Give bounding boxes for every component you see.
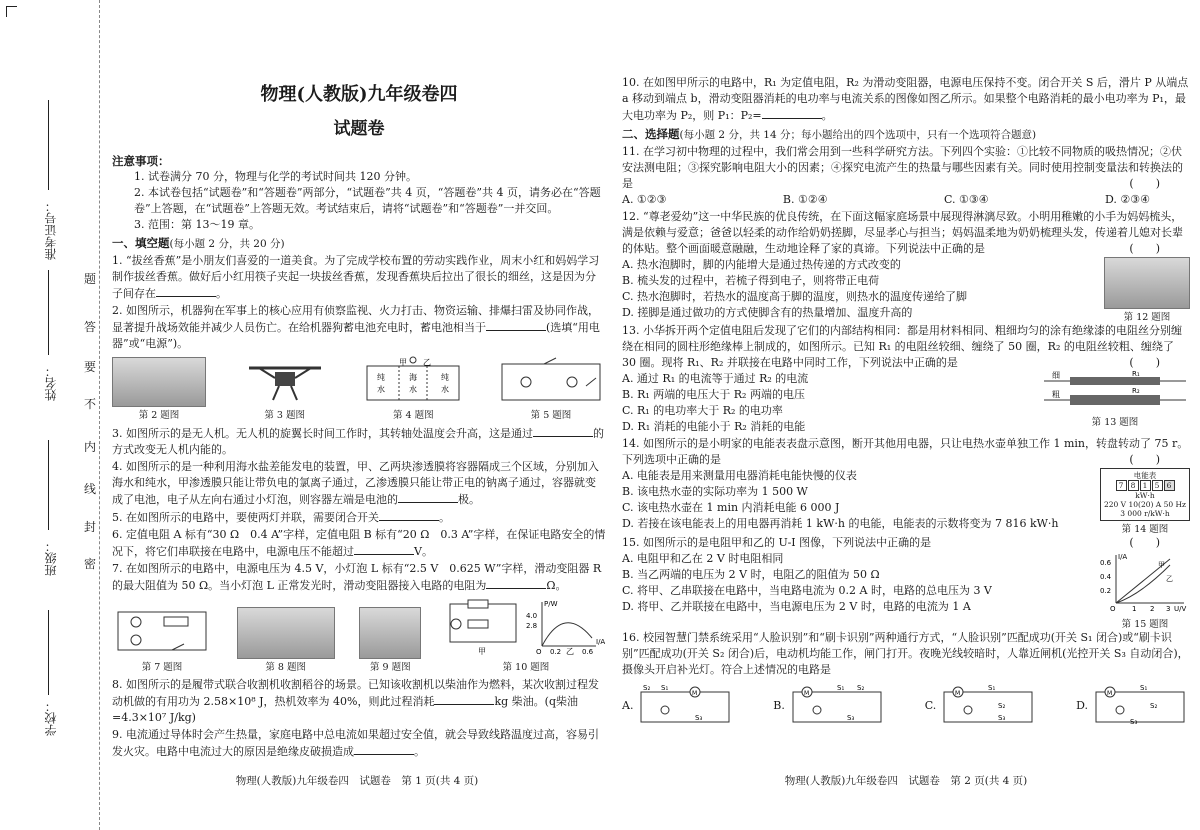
robot-dog-photo xyxy=(112,357,206,407)
option[interactable]: B. 当乙两端的电压为 2 V 时，电阻乙的阻值为 50 Ω xyxy=(622,568,880,581)
svg-text:水: 水 xyxy=(409,385,418,394)
question-15: 15. 如图所示的是电阻甲和乙的 U-I 图像，下列说法中正确的是 ( ) xyxy=(622,536,1160,549)
option[interactable]: A. 通过 R₁ 的电流等于通过 R₂ 的电流 xyxy=(622,372,809,385)
svg-text:0.4: 0.4 xyxy=(1100,573,1112,581)
svg-text:纯: 纯 xyxy=(377,373,386,382)
meter-digits: 7 8 1 5 6 xyxy=(1103,480,1187,491)
option[interactable]: A. 电能表是用来测量用电器消耗电能快慢的仪表 xyxy=(622,469,857,482)
question-16: 16. 校园智慧门禁系统采用“人脸识别”和“刷卡识别”两种通行方式，“人脸识别”匹配成功(开关 S₁ 闭合)或“刷卡识别”匹配成功(开关 S₂ 闭合)后，电动机均能工作，闸门打开。夜晚光线较暗时，人靠近闸机(光控开关 S₃ 自动闭合)，摄像头开启补光灯。符合上述情况的电路是 xyxy=(622,631,1189,676)
option[interactable]: C. 将甲、乙串联接在电路中，当电路电流为 0.2 A 时，电路的总电压为 3 V xyxy=(622,584,992,597)
salt-battery-diagram xyxy=(363,356,463,404)
circuit-and-graph-q10 xyxy=(446,598,606,656)
socket-photo xyxy=(359,607,421,659)
question-10: 10. 在如图甲所示的电路中，R₁ 为定值电阻，R₂ 为滑动变阻器，电源电压保持不变。闭合开关 S 后，滑片 P 从端点 a 移动到端点 b，滑动变阻器消耗的电功率与电流关系的图像如图乙所示。如果整个电路消耗的最小电功率为 P₁，最大电功率为 P₂，则 P₁：P₂= 。 xyxy=(622,76,1189,122)
svg-text:0.6: 0.6 xyxy=(581,648,594,656)
svg-text:3: 3 xyxy=(1166,605,1171,613)
option[interactable]: D. ②③④ xyxy=(1104,193,1150,206)
svg-text:R₂: R₂ xyxy=(1132,387,1140,395)
seal-char: 答 xyxy=(84,320,97,334)
svg-text:S₃: S₃ xyxy=(1130,718,1138,726)
svg-text:S₂: S₂ xyxy=(643,684,651,692)
field-school: 学校： xyxy=(44,700,58,736)
option[interactable]: C. ①③④ xyxy=(943,193,989,206)
svg-text:M: M xyxy=(803,690,810,697)
question-7: 7. 在如图所示的电路中，电源电压为 4.5 V，小灯泡 L 标有“2.5 V 0.625 W”字样，滑动变阻器 R 的最大阻值为 50 Ω。当小灯泡 L 正常发光时，滑动变阻器接入电路的电阻为 Ω。 xyxy=(112,562,602,592)
figure-7: 第 7 题图 xyxy=(112,606,212,673)
svg-text:S₂: S₂ xyxy=(1150,702,1158,710)
question-1: 1. “拔丝香蕉”是小朋友们喜爱的一道美食。为了完成学校布置的劳动实践作业，周末小红和妈妈学习制作拔丝香蕉。做好后小红用筷子夹起一块拔丝香蕉，发现香蕉块后拉出了很长的细丝，这是因为分子间存在 。 xyxy=(112,254,600,300)
harvester-photo xyxy=(237,607,335,659)
option[interactable]: B. 该电热水壶的实际功率为 1 500 W xyxy=(622,485,808,498)
svg-text:甲: 甲 xyxy=(477,647,486,656)
option[interactable]: D. 搓脚是通过做功的方式使脚含有的热量增加、温度升高的 xyxy=(622,306,913,319)
svg-text:4.0: 4.0 xyxy=(525,612,538,620)
question-8: 8. 如图所示的是履带式联合收割机收割稻谷的场景。已知该收割机以柴油作为燃料，某次收割过程发动机做的有用功为 2.58×10⁸ J，热机效率为 40%，则此过程消耗 kg 柴油。(q柴油=4.3×10⁷ J/kg) xyxy=(112,678,599,724)
svg-text:U/V: U/V xyxy=(1174,605,1187,613)
option[interactable]: B. 梳头发的过程中，若梳子得到电子，则将带正电荷 xyxy=(622,274,880,287)
question-12: 12. “尊老爱幼”这一中华民族的优良传统，在下面这幅家庭场景中展现得淋漓尽致。小明用稚嫩的小手为妈妈梳头，满是依赖与爱意；爸爸以轻柔的动作给奶奶搓脚，尽显孝心与担当；妈妈温柔地为奶奶梳理头发，传递着儿媳对长辈的体贴。整个画面暖意融融，生动地诠释了家的真谛。下列说法中正确的是 ( ) xyxy=(622,210,1183,255)
question-4: 4. 如图所示的是一种利用海水盐差能发电的装置，甲、乙两块渗透膜将容器隔成三个区域，分别加入海水和纯水，甲渗透膜只能让带负电的氯离子通过，乙渗透膜只能让带正电的钠离子通过，容器就变成了电池，电子从左向右通过小灯泡，则容器左端是电池的 极。 xyxy=(112,460,599,506)
question-16-options xyxy=(622,682,1190,728)
svg-text:细: 细 xyxy=(1052,371,1060,380)
figure-5: 第 5 题图 xyxy=(496,356,606,421)
option[interactable]: B. ①②④ xyxy=(782,193,828,206)
svg-text:甲: 甲 xyxy=(1158,561,1165,569)
page-title: 物理(人教版)九年级卷四 xyxy=(260,84,458,105)
svg-text:纯: 纯 xyxy=(441,373,450,382)
svg-text:M: M xyxy=(955,690,961,697)
option[interactable]: A. 热水泡脚时，脚的内能增大是通过热传递的方式改变的 xyxy=(622,258,901,271)
svg-text:乙: 乙 xyxy=(1166,575,1173,583)
drone-illustration xyxy=(239,356,331,404)
answer-blank xyxy=(434,693,494,705)
svg-text:1: 1 xyxy=(1132,605,1137,613)
notice-title: 注意事项： xyxy=(112,154,170,168)
question-11-options xyxy=(622,192,1190,208)
svg-text:S₁: S₁ xyxy=(836,684,845,692)
notice-item: 3. 范围：第 13～19 章。 xyxy=(134,218,260,231)
left-page xyxy=(102,0,612,830)
answer-blank xyxy=(354,543,414,555)
svg-text:M: M xyxy=(692,690,698,697)
figure-8: 第 8 题图 xyxy=(237,607,335,673)
ui-graph-q15 xyxy=(1100,551,1190,613)
question-11: 11. 在学习初中物理的过程中，我们常会用到一些科学研究方法。下列四个实验：①比较不同物质的吸热情况；②伏安法测电阻；③探究影响电阻大小的因素；④探究电流产生的热量与哪些因素有关。同时使用控制变量法和转换法的是 ( ) xyxy=(622,145,1183,190)
question-2: 2. 如图所示，机器狗在军事上的核心应用有侦察监视、火力打击、物资运输、排爆扫雷及协同作战，显著提升战场效能并减少人员伤亡。在给机器狗蓄电池充电时，蓄电池相当于 (选填“用电器”或“电源”)。 xyxy=(112,304,600,350)
svg-text:S₃: S₃ xyxy=(695,714,703,722)
field-line xyxy=(48,610,49,695)
option[interactable]: C. 热水泡脚时，若热水的温度高于脚的温度，则热水的温度传递给了脚 xyxy=(622,290,968,303)
figure-13: 细 粗 R₁ R₂ 第 13 题图 xyxy=(1040,371,1190,428)
figure-row-b xyxy=(112,598,606,673)
membrane-label-jia: 甲 xyxy=(399,358,408,367)
svg-text:水: 水 xyxy=(441,385,450,394)
section-heading: 二、选择题(每小题 2 分，共 14 分；每小题给出的四个选项中，只有一个选项符合题意) xyxy=(622,127,1037,141)
svg-text:S₁: S₁ xyxy=(988,684,996,692)
field-line xyxy=(48,440,49,530)
seal-char: 内 xyxy=(84,440,97,454)
option[interactable]: C. R₁ 的电功率大于 R₂ 的电功率 xyxy=(622,404,783,417)
svg-text:M: M xyxy=(1107,690,1113,697)
figure-9: 第 9 题图 xyxy=(359,607,421,673)
answer-blank xyxy=(354,743,414,755)
corner-mark xyxy=(6,6,17,17)
svg-text:P/W: P/W xyxy=(543,600,558,608)
circuit-diagram-q5 xyxy=(496,356,606,404)
resistor-coils-diagram xyxy=(1040,371,1190,411)
notice-item: 1. 试卷满分 70 分，物理与化学的考试时间共 120 分钟。 xyxy=(134,170,417,183)
page-footer: 物理(人教版)九年级卷四 试题卷 第 1 页(共 4 页) xyxy=(235,775,479,787)
svg-text:2.8: 2.8 xyxy=(525,622,538,630)
membrane-label-yi: 乙 xyxy=(423,358,432,367)
question-13: 13. 小华拆开两个定值电阻后发现了它们的内部结构相同：都是用材料相同、粗细均匀的涂有绝缘漆的电阻丝分别缠绕在相同的圆柱形绝缘棒上制成的，如图所示。已知 R₁ 的电阻丝较细、缠绕了 50 圈，R₂ 的电阻丝较粗、缠绕了 30 圈。现将 R₁、R₂ 并联接在电路中同时工作，下列说法中正确的是 ( ) xyxy=(622,324,1182,369)
option[interactable]: A. ①②③ xyxy=(622,193,667,206)
field-class: 班级： xyxy=(44,540,58,576)
question-14: 14. 如图所示的是小明家的电能表表盘示意图，断开其他用电器，只让电热水壶单独工作 1 min，转盘转动了 75 r。下列选项中正确的是 ( ) xyxy=(622,437,1189,466)
question-9: 9. 电流通过导体时会产生热量，家庭电路中总电流如果超过安全值，就会导致线路温度过高，容易引发火灾。电路中电流过大的原因是绝缘皮破损造成 。 xyxy=(112,728,599,758)
field-line xyxy=(48,100,49,190)
answer-blank xyxy=(486,319,546,331)
field-name: 姓名： xyxy=(44,365,58,401)
page-subtitle: 试题卷 xyxy=(333,119,385,139)
figure-12: 第 12 题图 xyxy=(1104,257,1190,323)
option[interactable]: B. R₁ 两端的电压大于 R₂ 两端的电压 xyxy=(622,388,805,401)
svg-text:0.2: 0.2 xyxy=(1100,587,1112,595)
svg-text:粗: 粗 xyxy=(1052,390,1060,399)
family-photo xyxy=(1104,257,1190,309)
svg-text:S₂: S₂ xyxy=(856,684,865,692)
seal-char: 封 xyxy=(84,520,97,534)
option[interactable]: C. 该电热水壶在 1 min 内消耗电能 6 000 J xyxy=(622,501,840,514)
svg-text:2: 2 xyxy=(1150,605,1155,613)
page-footer: 物理(人教版)九年级卷四 试题卷 第 2 页(共 4 页) xyxy=(784,775,1028,787)
option-a-circuit[interactable]: A. M S₂ S₁ S₃ xyxy=(622,682,735,728)
question-6: 6. 定值电阻 A 标有“30 Ω 0.4 A”字样，定值电阻 B 标有“20 Ω 0.3 A”字样，在保证电路安全的情况下，将它们串联接在电路中，电源电压不能超过 V。 xyxy=(112,528,606,558)
svg-text:S₁: S₁ xyxy=(661,684,669,692)
circuit-diagram-q7 xyxy=(112,606,212,656)
option[interactable]: D. 若接在该电能表上的用电器再消耗 1 kW·h 的电能，电能表的示数将变为 7 816 kW·h xyxy=(622,517,1059,530)
seal-char: 密 xyxy=(84,557,97,571)
seal-char: 题 xyxy=(84,272,97,286)
question-5: 5. 在如图所示的电路中，要使两灯并联，需要闭合开关 。 xyxy=(112,511,450,524)
svg-text:S₃: S₃ xyxy=(998,714,1006,722)
svg-text:O: O xyxy=(1110,605,1116,613)
option[interactable]: D. 将甲、乙并联接在电路中，当电源电压为 2 V 时，电路的电流为 1 A xyxy=(622,600,971,613)
figure-3: 第 3 题图 xyxy=(239,356,331,421)
svg-text:S₂: S₂ xyxy=(998,702,1006,710)
figure-10: 甲 P/W 4.0 2.8 I/A 0.2 0.6 O 乙 第 10 题图 xyxy=(446,598,606,673)
notice-item: 2. 本试卷包括“试题卷”和“答题卷”两部分，“试题卷”共 4 页，“答题卷”共 4 页，请务必在“答题卷”上答题，在“试题卷”上答题无效。考试结束后，请将“试题卷”和“答题卷”一并交回。 xyxy=(134,186,601,215)
svg-text:水: 水 xyxy=(377,385,386,394)
option[interactable]: A. 电阻甲和乙在 2 V 时电阻相同 xyxy=(622,552,784,565)
svg-text:海: 海 xyxy=(409,373,418,382)
option-d-circuit[interactable]: D. M S₁ S₂ S₃ xyxy=(1076,682,1190,728)
answer-blank xyxy=(533,425,593,437)
seal-char: 线 xyxy=(84,482,97,496)
figure-14: 电能表 7 8 1 5 6 kW·h 220 V 10(20) A 50 Hz 3 000 r/kW·h 第 14 题图 xyxy=(1100,468,1190,535)
right-page xyxy=(612,0,1200,830)
answer-blank xyxy=(486,577,546,589)
option-b-circuit[interactable]: B. M S₁ S₂ S₃ xyxy=(773,682,887,728)
svg-text:I/A: I/A xyxy=(1118,553,1128,561)
binding-margin xyxy=(0,0,100,830)
seal-char: 要 xyxy=(84,360,97,374)
figure-row-a xyxy=(112,356,606,421)
svg-text:O: O xyxy=(535,648,542,656)
svg-text:S₁: S₁ xyxy=(1140,684,1148,692)
option[interactable]: D. R₁ 消耗的电能小于 R₂ 消耗的电能 xyxy=(622,420,806,433)
answer-blank xyxy=(156,285,216,297)
svg-text:0.2: 0.2 xyxy=(549,648,562,656)
figure-2: 第 2 题图 xyxy=(112,357,206,421)
field-exam-number: 准考证号： xyxy=(44,200,58,260)
electric-meter: 电能表 7 8 1 5 6 kW·h 220 V 10(20) A 50 Hz 3 000 r/kW·h xyxy=(1100,468,1190,521)
field-line xyxy=(48,270,49,355)
answer-blank xyxy=(379,509,439,521)
figure-15: I/A 0.6 0.4 0.2 O 1 2 3 U/V 甲 乙 第 15 题图 xyxy=(1100,551,1190,630)
svg-text:I/A: I/A xyxy=(595,638,606,646)
seal-char: 不 xyxy=(84,397,97,411)
svg-text:0.6: 0.6 xyxy=(1100,559,1112,567)
answer-blank xyxy=(762,107,822,119)
option-c-circuit[interactable]: C. M S₁ S₂ S₃ xyxy=(925,682,1039,728)
question-3: 3. 如图所示的是无人机。无人机的旋翼长时间工作时，其转轴处温度会升高，这是通过 的方式改变无人机内能的。 xyxy=(112,427,604,456)
svg-text:R₁: R₁ xyxy=(1132,371,1140,378)
svg-text:S₃: S₃ xyxy=(846,714,855,722)
answer-blank xyxy=(398,491,458,503)
svg-text:乙: 乙 xyxy=(565,647,574,656)
section-heading: 一、填空题(每小题 2 分，共 20 分) xyxy=(112,236,285,250)
figure-4: 甲 乙 纯 海 纯 水 水 水 第 4 题图 xyxy=(363,356,463,421)
